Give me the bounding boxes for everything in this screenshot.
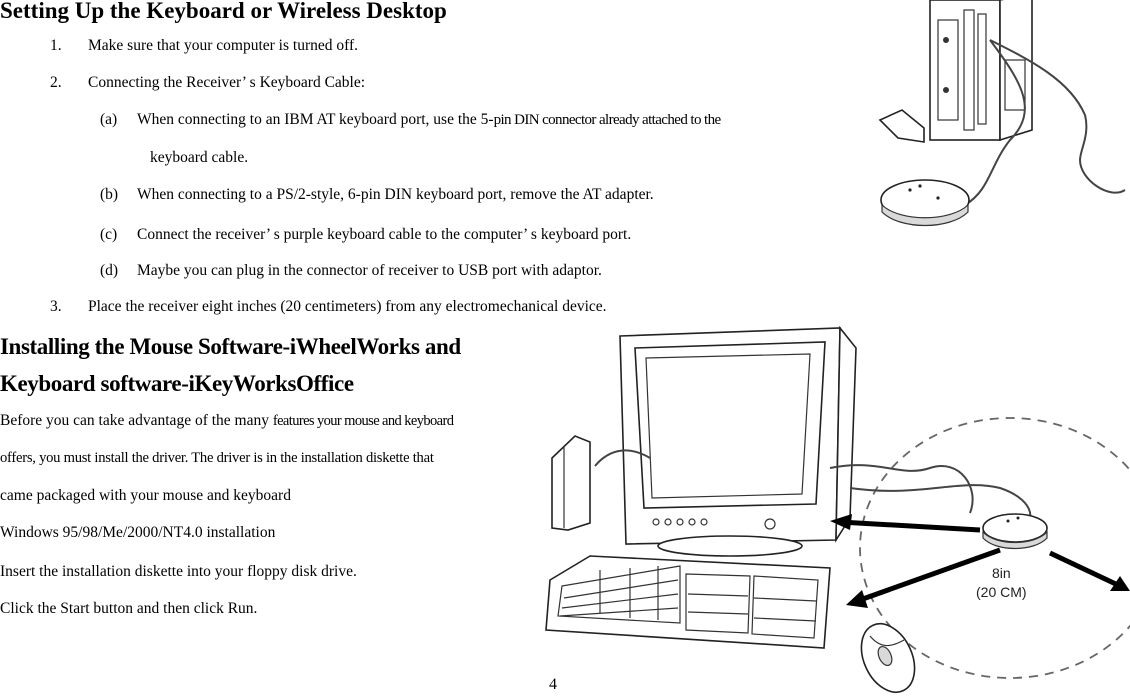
- substep-number: (b): [100, 186, 119, 203]
- substep-text: Connect the receiver’ s purple keyboard cable to the computer’ s keyboard port.: [137, 226, 632, 243]
- step-text: Place the receiver eight inches (20 centimeters) from any electromechanical device.: [88, 298, 607, 315]
- step-text: Connecting the Receiver’ s Keyboard Cable:: [88, 74, 366, 91]
- pc-tower-receiver-illustration: [840, 0, 1130, 232]
- substep-text: Maybe you can plug in the connector of receiver to USB port with adaptor.: [137, 262, 602, 279]
- section-title-keyboard-setup: Setting Up the Keyboard or Wireless Desktop: [0, 0, 447, 23]
- section-title-software-line1: Installing the Mouse Software-iWheelWorks and: [0, 334, 461, 359]
- distance-label-line2: (20 CM): [976, 584, 1027, 600]
- section-title-software-line2: Keyboard software-iKeyWorksOffice: [0, 371, 354, 396]
- substep-text: When connecting to an IBM AT keyboard port, use the 5-pin DIN connector already attached to the: [137, 111, 721, 128]
- paragraph-line: Insert the installation diskette into your floppy disk drive.: [0, 563, 357, 580]
- distance-label-line1: 8in: [992, 565, 1011, 581]
- page-number: 4: [549, 676, 557, 693]
- substep-number: (d): [100, 262, 119, 279]
- step-number: 1.: [50, 37, 62, 54]
- paragraph-line: Windows 95/98/Me/2000/NT4.0 installation: [0, 524, 276, 541]
- step-text: Make sure that your computer is turned off.: [88, 37, 359, 54]
- substep-number: (a): [100, 111, 118, 128]
- substep-text: When connecting to a PS/2-style, 6-pin DIN keyboard port, remove the AT adapter.: [137, 186, 654, 203]
- paragraph-line: came packaged with your mouse and keyboard: [0, 487, 291, 504]
- desktop-setup-illustration: [540, 318, 1130, 696]
- paragraph-line: Click the Start button and then click Run.: [0, 600, 258, 617]
- paragraph-line: offers, you must install the driver. The driver is in the installation diskette that: [0, 450, 434, 466]
- step-number: 2.: [50, 74, 62, 91]
- paragraph-line: Before you can take advantage of the many features your mouse and keyboard: [0, 412, 454, 429]
- step-number: 3.: [50, 298, 62, 315]
- substep-text-continued: keyboard cable.: [150, 149, 249, 166]
- substep-number: (c): [100, 226, 118, 243]
